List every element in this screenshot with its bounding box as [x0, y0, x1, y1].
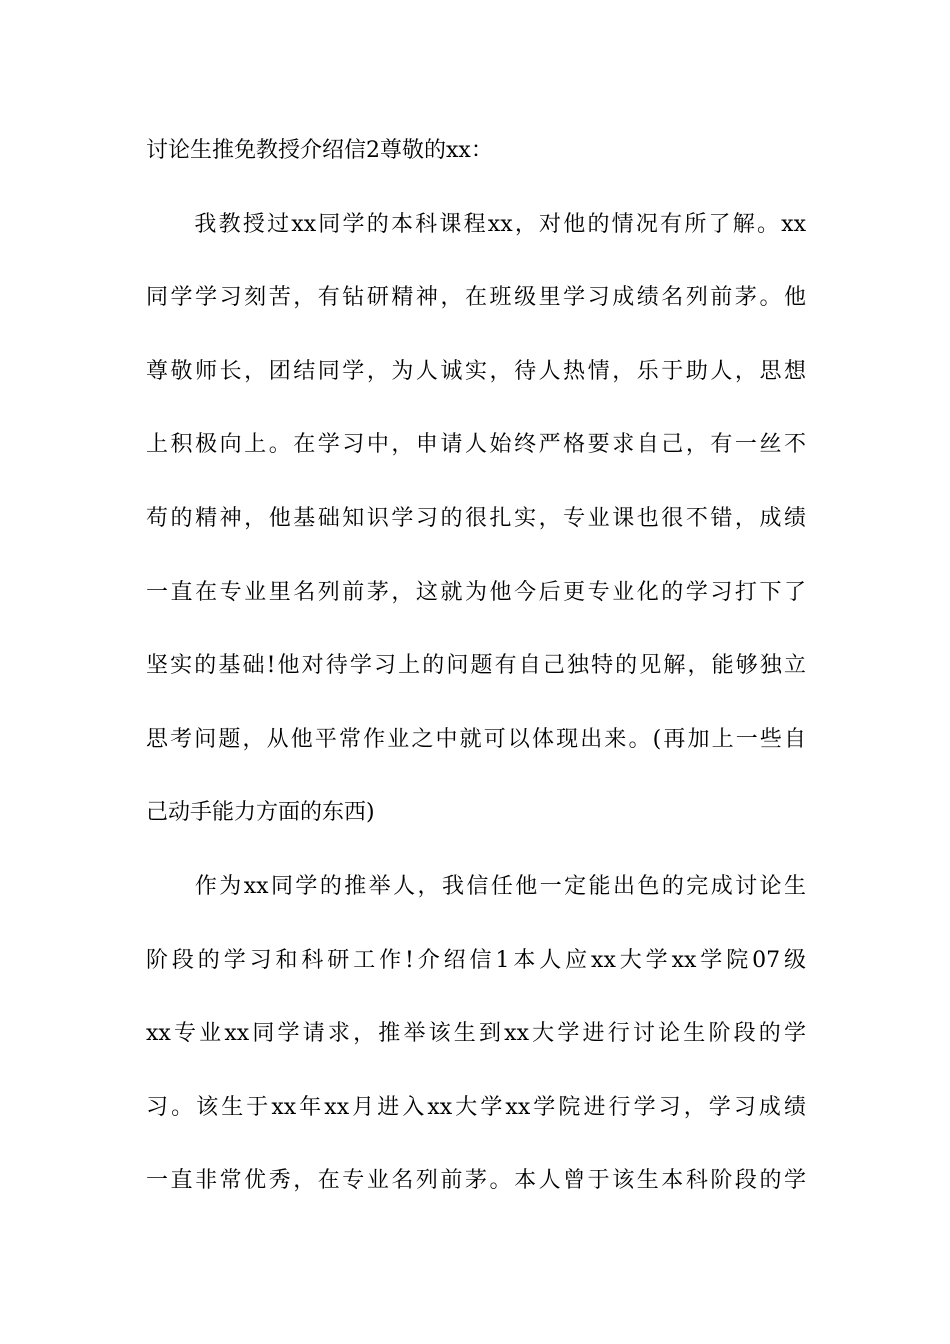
document-line: 一直在专业里名列前茅，这就为他今后更专业化的学习打下了	[146, 579, 806, 605]
document-line: xx专业xx同学请求，推举该生到xx大学进行讨论生阶段的学	[146, 1021, 806, 1047]
document-body	[146, 133, 806, 1237]
document-line: 尊敬师长，团结同学，为人诚实，待人热情，乐于助人，思想	[146, 358, 806, 384]
document-line: 上积极向上。在学习中，申请人始终严格要求自己，有一丝不	[146, 432, 806, 458]
document-line: 阶段的学习和科研工作!介绍信1本人应xx大学xx学院07级	[146, 947, 806, 973]
document-line: 思考问题，从他平常作业之中就可以体现出来。(再加上一些自	[146, 726, 806, 752]
document-line: 讨论生推免教授介绍信2尊敬的xx：	[146, 138, 493, 163]
document-line: 同学学习刻苦，有钻研精神，在班级里学习成绩名列前茅。他	[146, 285, 806, 311]
document-line: 一直非常优秀，在专业名列前茅。本人曾于该生本科阶段的学	[146, 1168, 806, 1194]
document-line: 坚实的基础!他对待学习上的问题有自己独特的见解，能够独立	[146, 653, 806, 679]
document-line: 我教授过xx同学的本科课程xx，对他的情况有所了解。xx	[146, 211, 806, 237]
document-line: 习。该生于xx年xx月进入xx大学xx学院进行学习，学习成绩	[146, 1094, 806, 1120]
document-line: 作为xx同学的推举人，我信任他一定能出色的完成讨论生	[146, 873, 806, 899]
document-line: 苟的精神，他基础知识学习的很扎实，专业课也很不错，成绩	[146, 505, 806, 531]
document-line: 己动手能力方面的东西)	[146, 800, 375, 826]
